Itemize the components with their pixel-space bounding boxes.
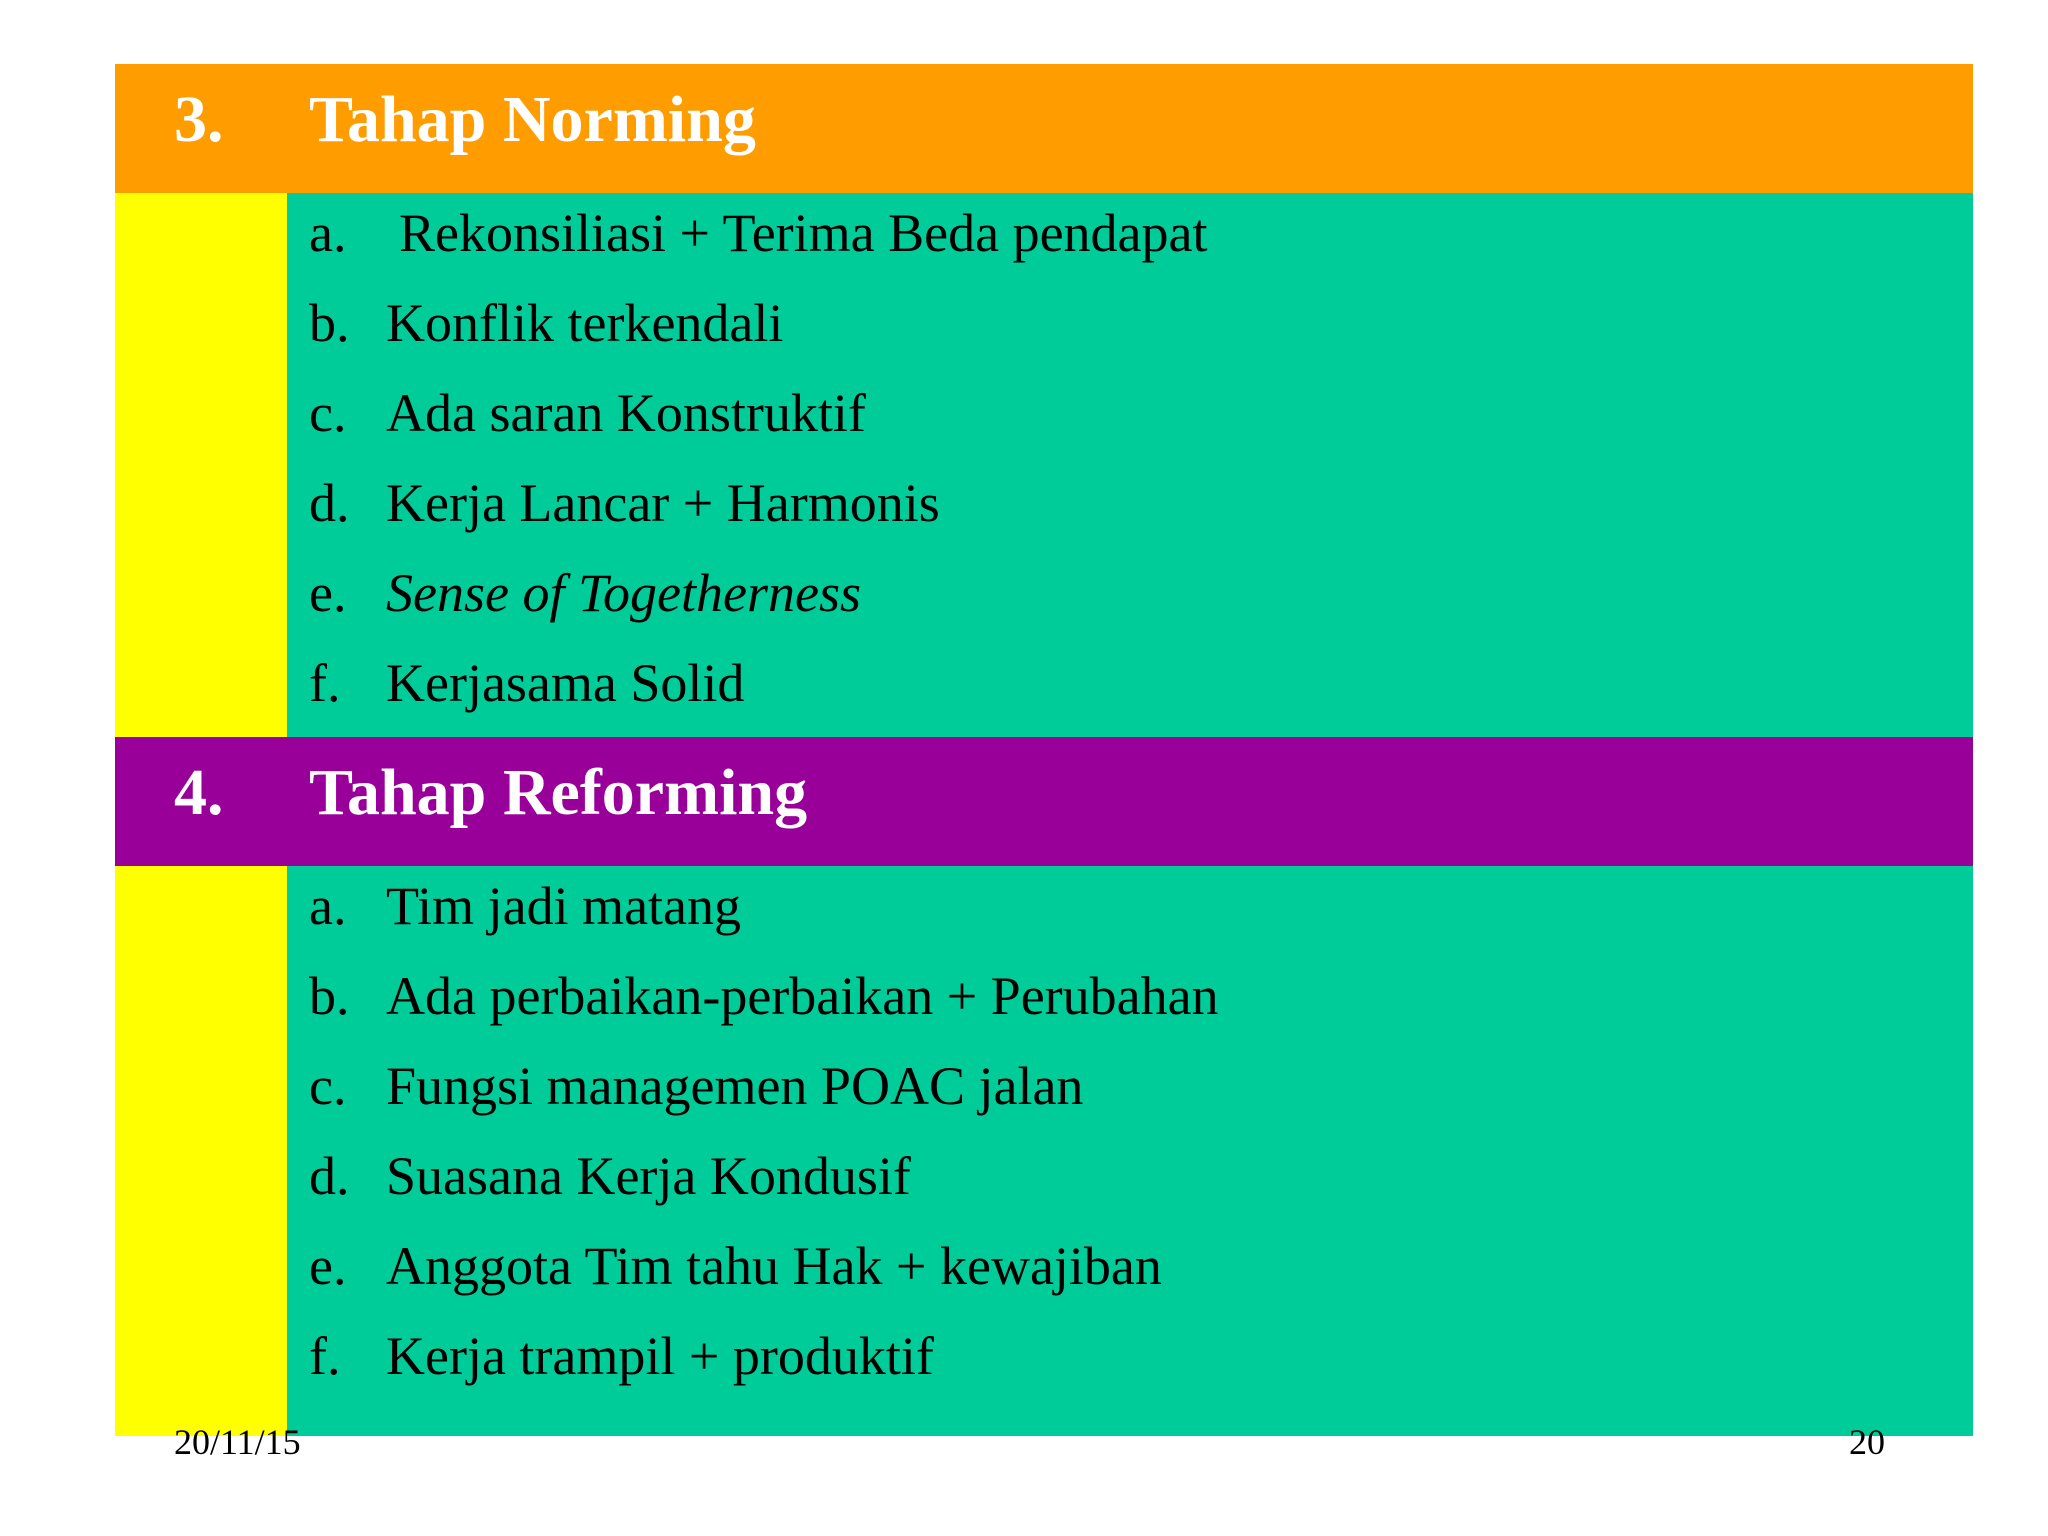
item-text: Suasana Kerja Kondusif bbox=[386, 1146, 911, 1206]
item-text: Kerja trampil + produktif bbox=[386, 1326, 934, 1386]
item-letter: e. bbox=[309, 563, 347, 623]
side-bar bbox=[115, 193, 287, 737]
slide-panel bbox=[115, 64, 1973, 1436]
item-text: Fungsi managemen POAC jalan bbox=[386, 1056, 1084, 1116]
item-letter: b. bbox=[309, 966, 350, 1026]
item-text: Sense of Togetherness bbox=[386, 563, 861, 623]
page-number: 20 bbox=[1849, 1422, 1885, 1462]
section-title: Tahap Reforming bbox=[309, 756, 808, 829]
section-header-norming bbox=[115, 64, 1973, 193]
side-bar bbox=[115, 866, 287, 1436]
item-text: Kerja Lancar + Harmonis bbox=[386, 473, 940, 533]
section-number: 4. bbox=[174, 756, 224, 829]
item-letter: d. bbox=[309, 1146, 350, 1206]
section-number: 3. bbox=[174, 83, 224, 156]
item-letter: a. bbox=[309, 203, 347, 263]
footer-date: 20/11/15 bbox=[174, 1422, 301, 1462]
section-body-reforming bbox=[115, 866, 1973, 1436]
item-letter: f. bbox=[309, 653, 341, 713]
item-text: Kerjasama Solid bbox=[386, 653, 745, 713]
item-letter: e. bbox=[309, 1236, 347, 1296]
item-letter: b. bbox=[309, 293, 350, 353]
item-letter: d. bbox=[309, 473, 350, 533]
item-text: Ada saran Konstruktif bbox=[386, 383, 866, 443]
item-text: Anggota Tim tahu Hak + kewajiban bbox=[386, 1236, 1162, 1296]
section-title: Tahap Norming bbox=[309, 83, 756, 156]
item-text: Ada perbaikan-perbaikan + Perubahan bbox=[386, 966, 1219, 1026]
item-letter: a. bbox=[309, 876, 347, 936]
section-header-reforming bbox=[115, 737, 1973, 866]
section-body-norming bbox=[115, 193, 1973, 737]
item-text: Konflik terkendali bbox=[386, 293, 784, 353]
item-letter: c. bbox=[309, 383, 347, 443]
item-text: Rekonsiliasi + Terima Beda pendapat bbox=[399, 203, 1208, 263]
item-text: Tim jadi matang bbox=[386, 876, 742, 936]
item-letter: f. bbox=[309, 1326, 341, 1386]
item-letter: c. bbox=[309, 1056, 347, 1116]
